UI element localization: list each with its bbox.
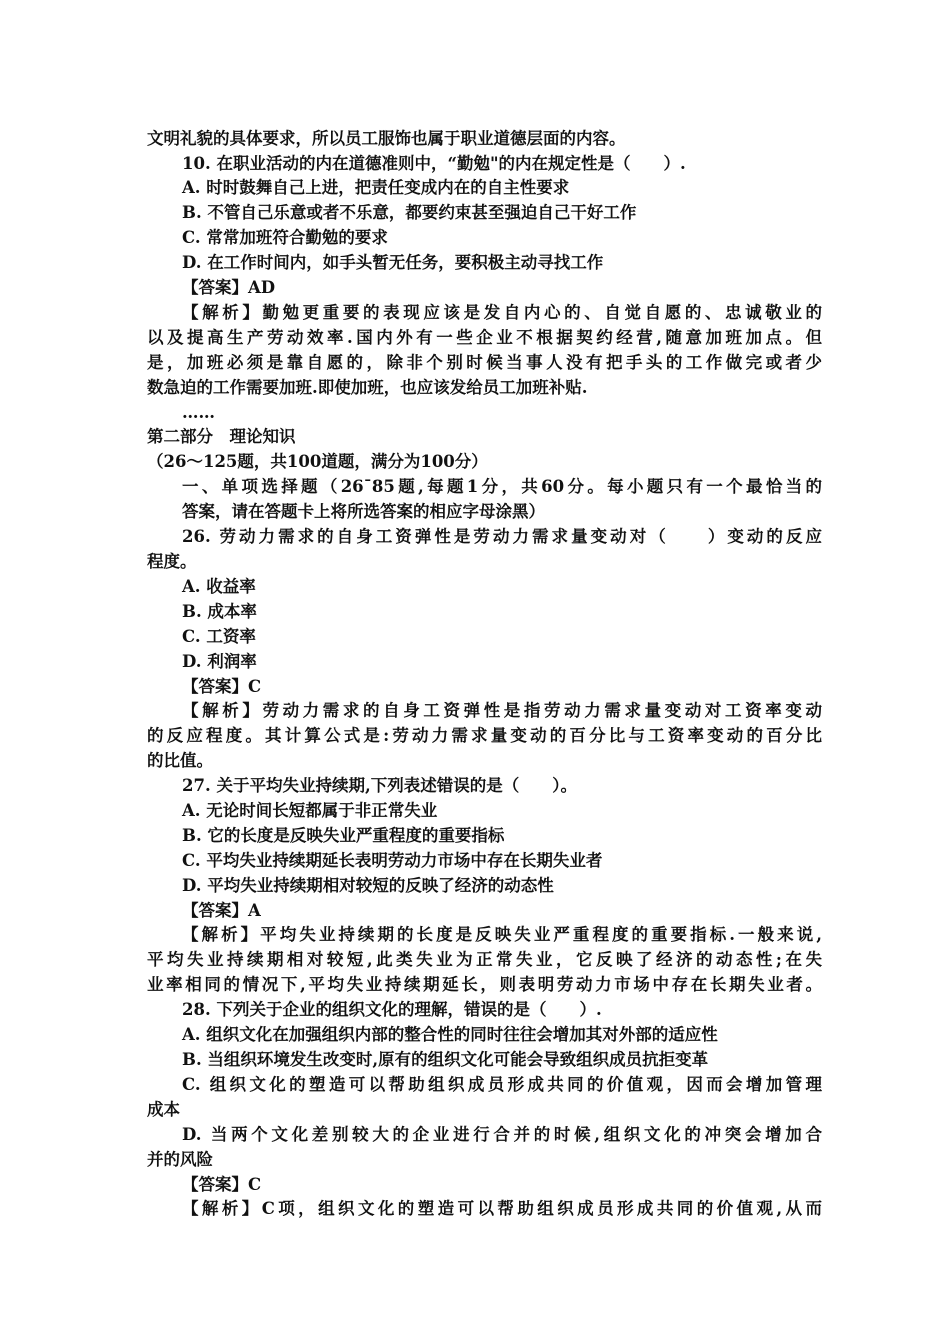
question-26-option-b: B. 成本率 [182,602,257,621]
question-10-option-b: B. 不管自己乐意或者不乐意，都要约束甚至强迫自己干好工作 [182,203,637,222]
section-subheading: （26～125题，共100道题，满分为100分） [147,452,488,471]
question-10-option-a: A. 时时鼓舞自己上进，把责任变成内在的自主性要求 [182,178,570,197]
question-26-stem-cont: 程度。 [147,552,197,571]
question-10-explanation-cont: 是，加班必须是靠自愿的，除非个别时候当事人没有把手头的工作做完或者少 [147,353,822,372]
question-10-answer: 【答案】AD [182,278,276,297]
question-10-explanation-cont: 以及提高生产劳动效率.国内外有一些企业不根据契约经营,随意加班加点。但 [147,328,822,347]
question-27-answer: 【答案】A [182,901,261,920]
question-26-explanation-cont: 的反应程度。其计算公式是:劳动力需求量变动的百分比与工资率变动的百分比 [147,726,822,745]
question-28-option-c: C. 组织文化的塑造可以帮助组织成员形成共同的价值观，因而会增加管理 [182,1075,822,1094]
question-26-option-d: D. 利润率 [182,652,257,671]
question-27-option-a: A. 无论时间长短都属于非正常失业 [182,801,438,820]
ellipsis: …… [182,403,215,422]
question-10-option-c: C. 常常加班符合勤勉的要求 [182,228,388,247]
question-27-explanation-cont: 业率相同的情况下,平均失业持续期延长，则表明劳动力市场中存在长期失业者。 [147,975,822,994]
section-heading: 第二部分 理论知识 [147,427,296,446]
question-28-answer: 【答案】C [182,1175,262,1194]
question-28-stem: 28. 下列关于企业的组织文化的理解，错误的是（ ）. [182,1000,602,1019]
question-26-explanation-cont: 的比值。 [147,751,213,770]
question-26-answer: 【答案】C [182,677,262,696]
question-28-explanation: 【解析】C项，组织文化的塑造可以帮助组织成员形成共同的价值观,从而 [182,1199,822,1218]
question-26-option-c: C. 工资率 [182,627,256,646]
question-28-option-a: A. 组织文化在加强组织内部的整合性的同时往往会增加其对外部的适应性 [182,1025,718,1044]
question-28-option-c-cont: 成本 [147,1100,180,1119]
question-28-option-d-cont: 并的风险 [147,1150,213,1169]
question-26-explanation: 【解析】劳动力需求的自身工资弹性是指劳动力需求量变动对工资率变动 [182,701,822,720]
question-28-option-b: B. 当组织环境发生改变时,原有的组织文化可能会导致组织成员抗拒变革 [182,1050,709,1069]
instructions: 一、单项选择题（26¯85题,每题1分，共60分。每小题只有一个最恰当的 [182,477,822,496]
question-27-option-d: D. 平均失业持续期相对较短的反映了经济的动态性 [182,876,554,895]
question-10-stem: 10. 在职业活动的内在道德准则中，“勤勉"的内在规定性是（ ）. [182,154,686,173]
question-27-option-c: C. 平均失业持续期延长表明劳动力市场中存在长期失业者 [182,851,603,870]
question-27-stem: 27. 关于平均失业持续期,下列表述错误的是（ ）。 [182,776,577,795]
question-27-explanation: 【解析】平均失业持续期的长度是反映失业严重程度的重要指标.一般来说, [182,925,822,944]
question-27-explanation-cont: 平均失业持续期相对较短,此类失业为正常失业，它反映了经济的动态性;在失 [147,950,822,969]
text-line: 文明礼貌的具体要求，所以员工服饰也属于职业道德层面的内容。 [147,129,626,148]
instructions-cont: 答案，请在答题卡上将所选答案的相应字母涂黑） [182,502,545,521]
question-26-option-a: A. 收益率 [182,577,256,596]
question-27-option-b: B. 它的长度是反映失业严重程度的重要指标 [182,826,505,845]
question-10-explanation-cont: 数急迫的工作需要加班.即使加班，也应该发给员工加班补贴. [147,378,588,397]
question-26-stem: 26. 劳动力需求的自身工资弹性是劳动力需求量变动对（ ）变动的反应 [182,527,822,546]
question-10-option-d: D. 在工作时间内，如手头暂无任务，要积极主动寻找工作 [182,253,604,272]
question-10-explanation: 【解析】勤勉更重要的表现应该是发自内心的、自觉自愿的、忠诚敬业的 [182,303,822,322]
question-28-option-d: D. 当两个文化差别较大的企业进行合并的时候,组织文化的冲突会增加合 [182,1125,822,1144]
